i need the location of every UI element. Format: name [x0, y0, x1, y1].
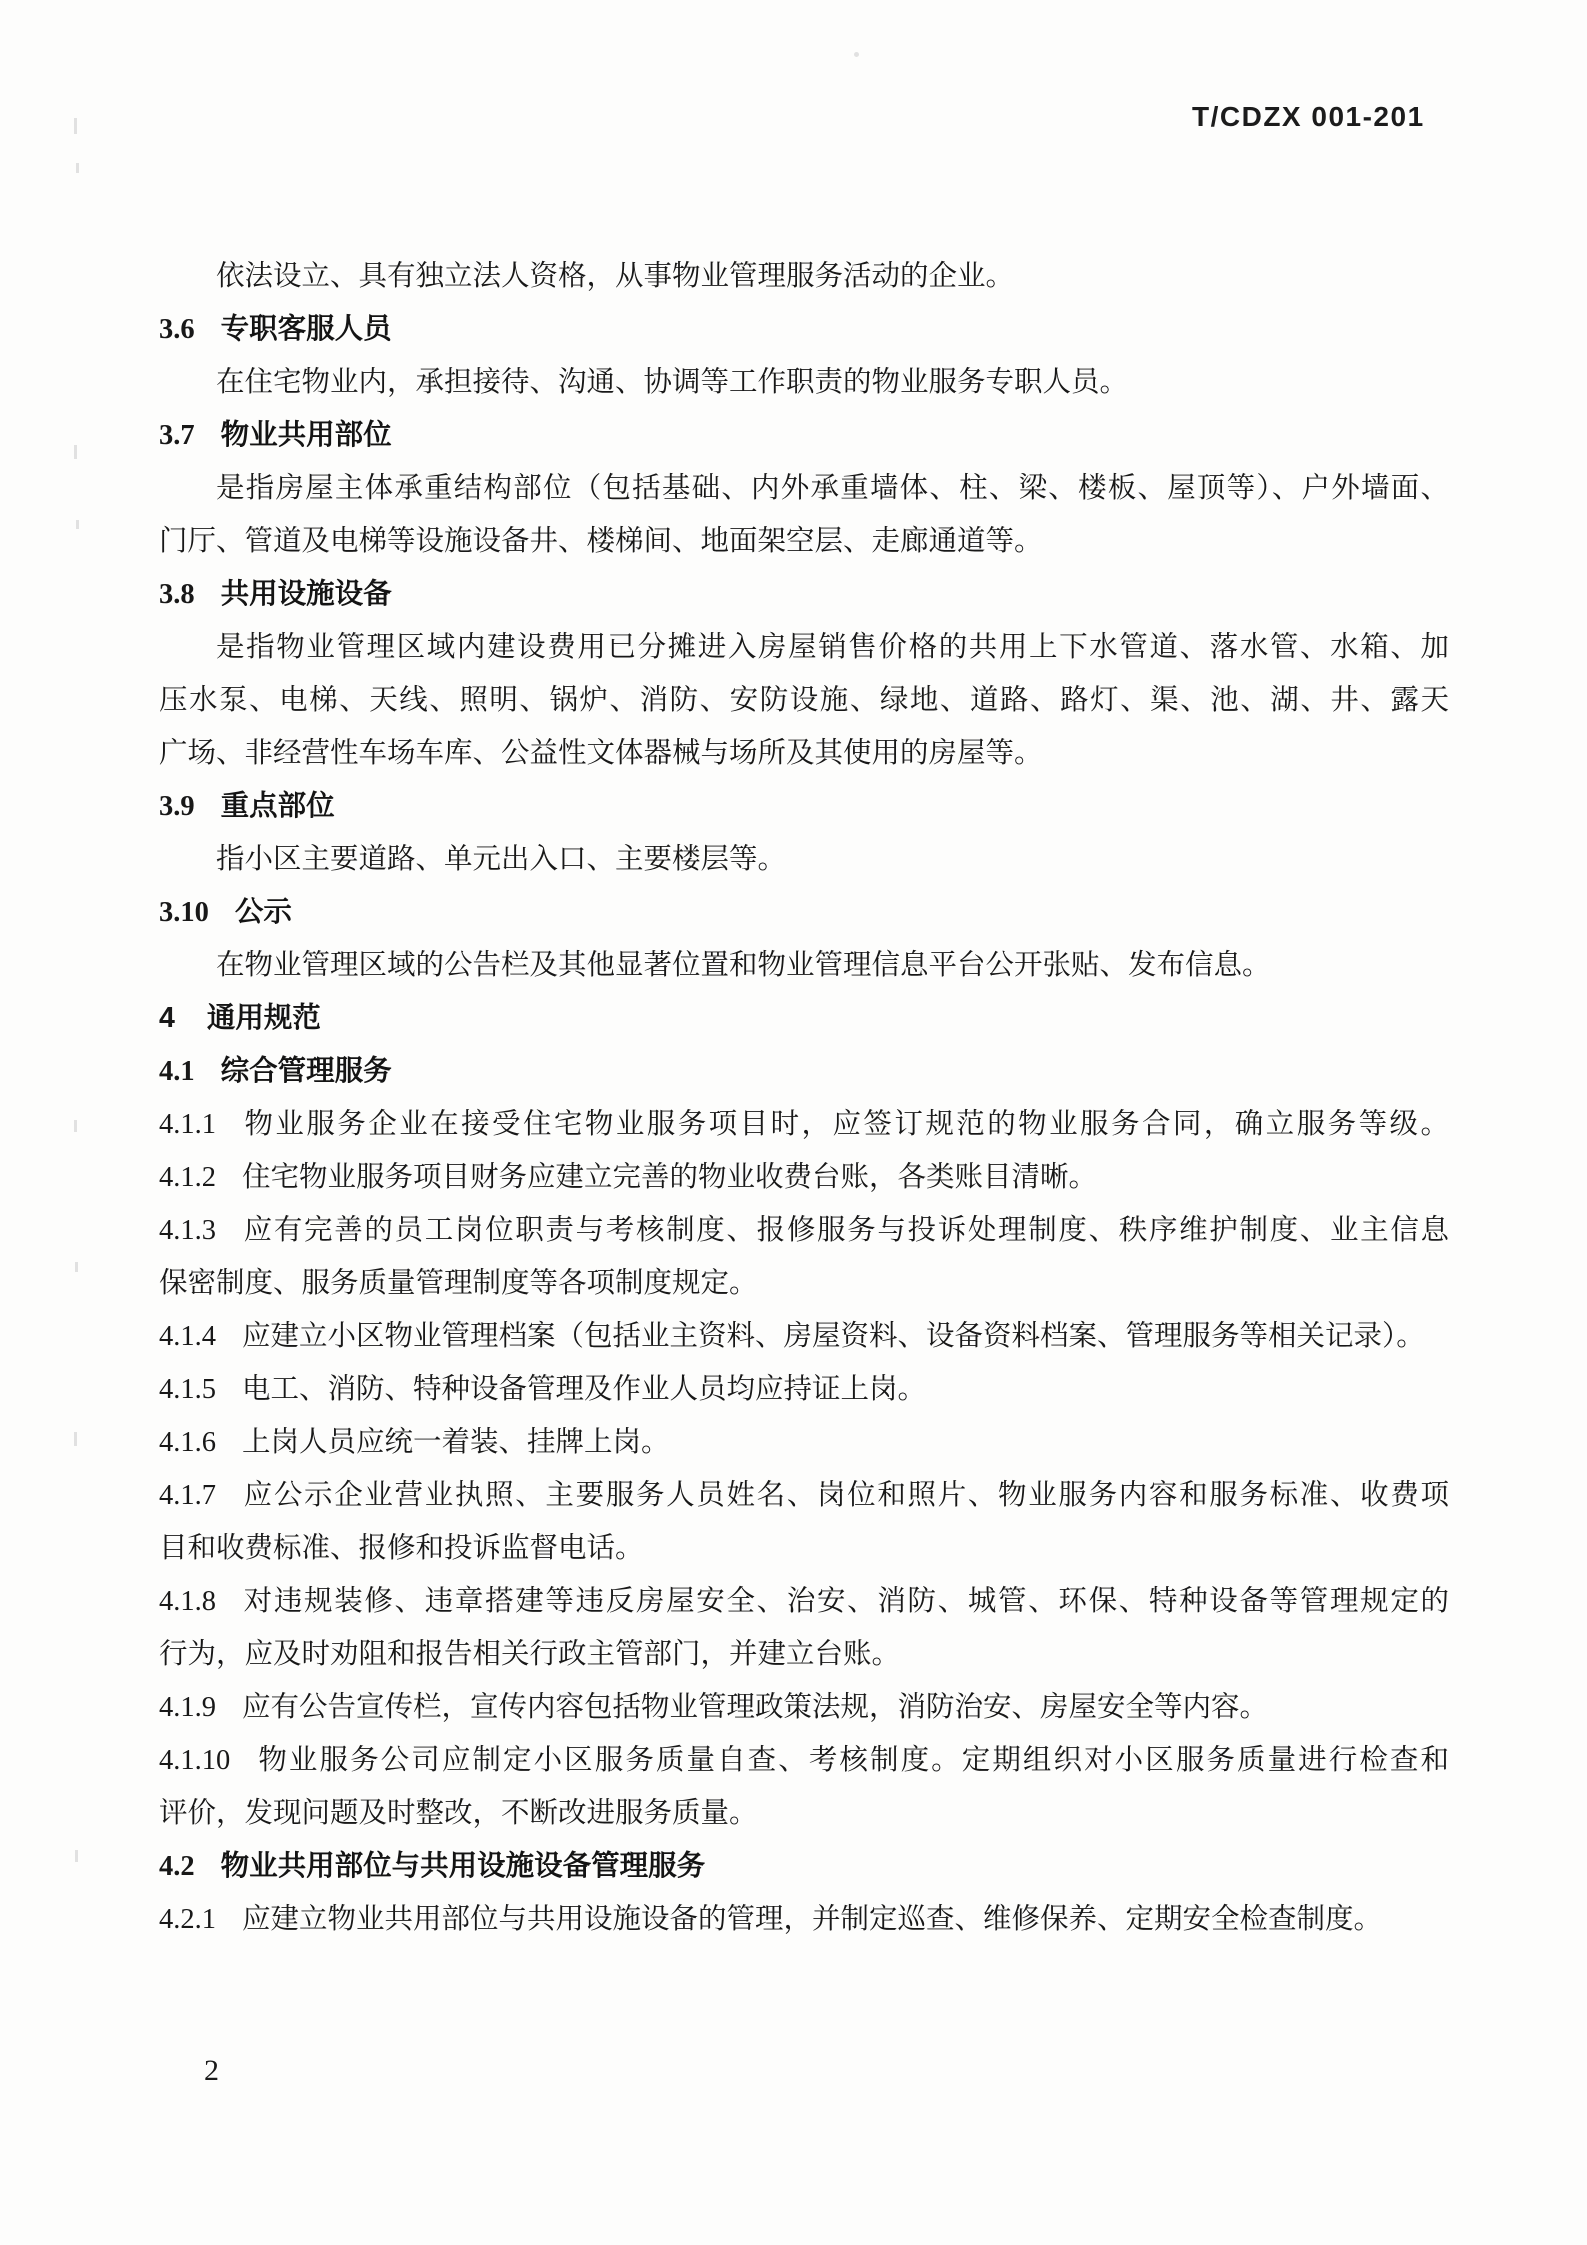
- section-number: 3.6: [159, 314, 195, 345]
- text-run: 在物业管理区域的公告栏及其他显著位置和物业管理信息平台公开张贴、发布信息。: [216, 950, 1271, 981]
- text-run: 保密制度、服务质量管理制度等各项制度规定。: [159, 1268, 758, 1299]
- paragraph-line: [159, 250, 1449, 303]
- text-run: 应建立物业共用部位与共用设施设备的管理，并制定巡查、维修保养、定期安全检查制度。: [242, 1904, 1383, 1935]
- scan-artifact: [75, 1850, 78, 1862]
- text-run: 对违规装修、违章搭建等违反房屋安全、治安、消防、城管、环保、特种设备等管理规定的: [242, 1586, 1449, 1617]
- section-number: 3.9: [159, 791, 195, 822]
- page-number: 2: [204, 2054, 219, 2087]
- section-heading: [159, 1840, 1449, 1893]
- section-heading: [159, 409, 1449, 462]
- clause-line: [159, 1151, 1449, 1204]
- text-run: 门厅、管道及电梯等设施设备井、楼梯间、地面架空层、走廊通道等。: [159, 526, 1043, 557]
- text-run: 在住宅物业内，承担接待、沟通、协调等工作职责的物业服务专职人员。: [216, 367, 1129, 398]
- section-number: 4: [159, 1002, 175, 1034]
- section-title: 物业共用部位: [220, 419, 392, 451]
- paragraph-line: [159, 939, 1449, 992]
- section-number: 4.2: [159, 1851, 195, 1882]
- clause-number: 4.1.7: [159, 1480, 216, 1511]
- clause-line: [159, 1257, 1449, 1310]
- clause-line: [159, 1363, 1449, 1416]
- scan-artifact: [74, 445, 77, 459]
- clause-number: 4.1.2: [159, 1162, 216, 1193]
- clause-line: [159, 1893, 1449, 1946]
- clause-number: 4.1.9: [159, 1692, 216, 1723]
- clause-number: 4.1.6: [159, 1427, 216, 1458]
- scan-artifact: [75, 1262, 78, 1272]
- clause-number: 4.1.10: [159, 1745, 231, 1776]
- section-number: 3.10: [159, 897, 209, 928]
- paragraph-line: [159, 727, 1449, 780]
- clause-number: 4.1.3: [159, 1215, 216, 1246]
- scan-artifact: [74, 118, 77, 134]
- text-run: 压水泵、电梯、天线、照明、锅炉、消防、安防设施、绿地、道路、路灯、渠、池、湖、井、露天: [159, 685, 1449, 716]
- paragraph-line: [159, 674, 1449, 727]
- text-run: 住宅物业服务项目财务应建立完善的物业收费台账，各类账目清晰。: [242, 1162, 1098, 1193]
- paragraph-line: [159, 621, 1449, 674]
- scan-artifact: [76, 520, 79, 529]
- section-number: 3.7: [159, 420, 195, 451]
- clause-number: 4.2.1: [159, 1904, 216, 1935]
- section-title: 重点部位: [220, 790, 335, 822]
- scan-artifact: [74, 1120, 77, 1132]
- section-heading: [159, 1045, 1449, 1098]
- section-title: 专职客服人员: [220, 313, 392, 345]
- text-run: 评价，发现问题及时整改，不断改进服务质量。: [159, 1798, 758, 1829]
- text-run: 应公示企业营业执照、主要服务人员姓名、岗位和照片、物业服务内容和服务标准、收费项: [242, 1480, 1449, 1511]
- text-run: 是指物业管理区域内建设费用已分摊进入房屋销售价格的共用上下水管道、落水管、水箱、加: [216, 632, 1449, 663]
- section-number: 3.8: [159, 579, 195, 610]
- section-heading: [159, 886, 1449, 939]
- paragraph-line: [159, 462, 1449, 515]
- section-title: 共用设施设备: [220, 578, 392, 610]
- clause-line: [159, 1416, 1449, 1469]
- clause-line: [159, 1681, 1449, 1734]
- text-run: 广场、非经营性车场车库、公益性文体器械与场所及其使用的房屋等。: [159, 738, 1043, 769]
- text-run: 目和收费标准、报修和投诉监督电话。: [159, 1533, 644, 1564]
- text-run: 电工、消防、特种设备管理及作业人员均应持证上岗。: [242, 1374, 927, 1405]
- clause-number: 4.1.4: [159, 1321, 216, 1352]
- clause-line: [159, 1787, 1449, 1840]
- clause-number: 4.1.5: [159, 1374, 216, 1405]
- section-title: 综合管理服务: [220, 1055, 392, 1087]
- text-run: 行为，应及时劝阻和报告相关行政主管部门，并建立台账。: [159, 1639, 901, 1670]
- text-run: 物业服务公司应制定小区服务质量自查、考核制度。定期组织对小区服务质量进行检查和: [256, 1745, 1449, 1776]
- text-run: 是指房屋主体承重结构部位（包括基础、内外承重墙体、柱、梁、楼板、屋顶等）、户外墙面、: [216, 473, 1449, 504]
- clause-line: [159, 1522, 1449, 1575]
- section-title: 公示: [234, 896, 292, 928]
- text-run: 指小区主要道路、单元出入口、主要楼层等。: [216, 844, 787, 875]
- section-heading: [159, 303, 1449, 356]
- chapter-heading: [159, 992, 1449, 1045]
- clause-line: [159, 1575, 1449, 1628]
- section-heading: [159, 568, 1449, 621]
- section-title: 通用规范: [206, 1002, 321, 1034]
- scan-artifact: [854, 52, 859, 57]
- text-run: 应有完善的员工岗位职责与考核制度、报修服务与投诉处理制度、秩序维护制度、业主信息: [242, 1215, 1449, 1246]
- standard-code: T/CDZX 001-201: [1192, 101, 1425, 132]
- text-run: 应有公告宣传栏，宣传内容包括物业管理政策法规，消防治安、房屋安全等内容。: [242, 1692, 1269, 1723]
- scan-artifact: [74, 1432, 77, 1446]
- section-number: 4.1: [159, 1056, 195, 1087]
- clause-number: 4.1.8: [159, 1586, 216, 1617]
- document-body: [159, 250, 1449, 1946]
- clause-line: [159, 1628, 1449, 1681]
- text-run: 依法设立、具有独立法人资格，从事物业管理服务活动的企业。: [216, 261, 1015, 292]
- paragraph-line: [159, 515, 1449, 568]
- clause-line: [159, 1310, 1449, 1363]
- clause-number: 4.1.1: [159, 1109, 216, 1140]
- clause-line: [159, 1469, 1449, 1522]
- paragraph-line: [159, 833, 1449, 886]
- text-run: 物业服务企业在接受住宅物业服务项目时，应签订规范的物业服务合同，确立服务等级。: [242, 1109, 1449, 1140]
- section-title: 物业共用部位与共用设施设备管理服务: [220, 1850, 706, 1882]
- paragraph-line: [159, 356, 1449, 409]
- section-heading: [159, 780, 1449, 833]
- clause-line: [159, 1734, 1449, 1787]
- text-run: 上岗人员应统一着装、挂牌上岗。: [242, 1427, 670, 1458]
- clause-line: [159, 1098, 1449, 1151]
- clause-line: [159, 1204, 1449, 1257]
- scan-artifact: [76, 163, 79, 173]
- text-run: 应建立小区物业管理档案（包括业主资料、房屋资料、设备资料档案、管理服务等相关记录）。: [242, 1321, 1425, 1352]
